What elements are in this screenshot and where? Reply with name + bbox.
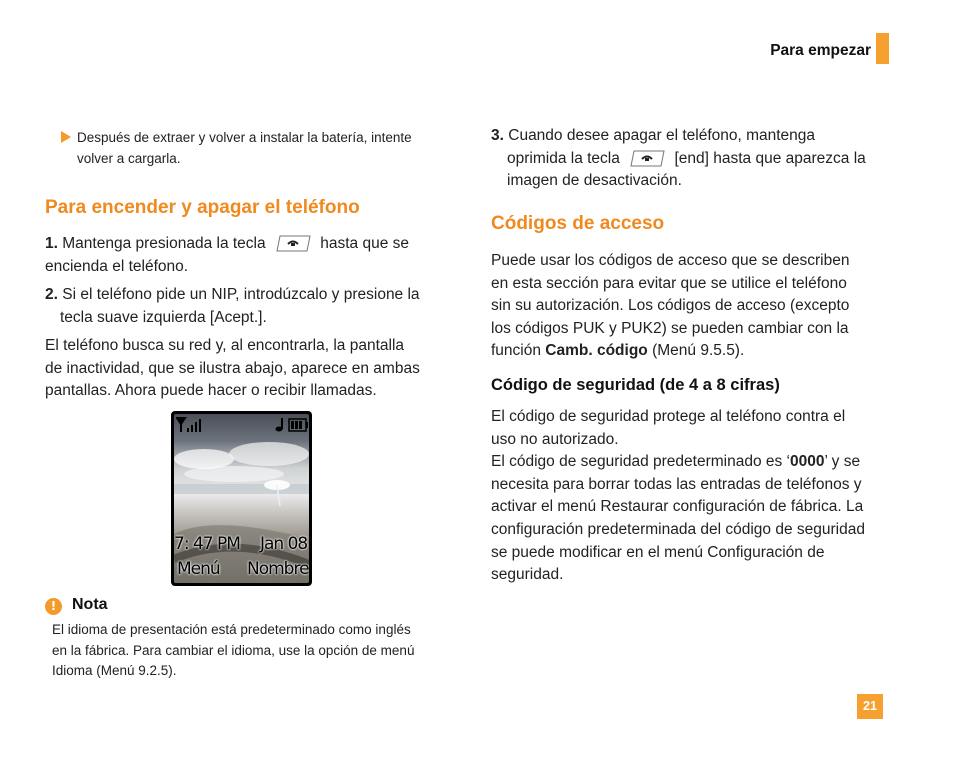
bullet-note-line: Después de extraer y volver a instalar la batería, intente [77,130,412,145]
phone-date: Jan 08 [260,534,308,554]
security-line [491,451,865,474]
security-line: El código de seguridad protege al teléfono contra el [491,408,846,425]
header-accent-bar [876,33,889,64]
note-line: en la fábrica. Para cambiar el idioma, use la opción de menú [52,642,415,658]
step-number: 3. [491,127,504,144]
note-title: Nota [72,596,108,613]
intro-line: sin su autorización. Los códigos de acceso (excepto [491,297,850,315]
step-3-line [491,125,891,148]
battery-icon [288,418,308,437]
step-3 [491,125,891,193]
security-text: ’ y se [824,453,861,471]
step-1 [45,233,445,278]
security-line: seguridad. [491,566,564,584]
step-2-line: tecla suave izquierda [Acept.]. [60,308,267,326]
security-text: El código de seguridad predeterminado es ‘ [491,453,790,471]
security-line: activar el menú Restaurar configuración de fábrica. La [491,498,864,516]
idle-screen-paragraph [45,335,420,403]
step-text: [end] hasta que aparezca la [674,149,866,167]
step-text: hasta que se [320,235,410,252]
paragraph-line: pantallas. Ahora puede hacer o recibir llamadas. [45,382,377,400]
bullet-note-line: volver a cargarla. [77,150,181,166]
intro-line [491,340,849,363]
security-line: uso no autorizado. [491,430,619,448]
intro-line: Puede usar los códigos de acceso que se describen [491,252,850,269]
step-2-line [45,284,445,307]
note-body [52,620,414,682]
security-code-paragraph [491,406,865,587]
step-1-line: encienda el teléfono. [45,257,189,275]
section-title-power: Para encender y apagar el teléfono [45,197,360,218]
page-header-title: Para empezar [770,42,871,59]
step-number: 1. [45,235,58,252]
section-title-access-codes: Códigos de acceso [491,213,665,234]
subsection-title-security-code: Código de seguridad (de 4 a 8 cifras) [491,376,780,394]
phone-soft-key-left: Menú [177,559,220,579]
note-warning-icon: ! [45,598,62,615]
default-code: 0000 [790,453,825,471]
paragraph-line: de inactividad, que se ilustra abajo, aparece en ambas [45,359,420,377]
step-1-line [45,233,445,256]
step-text: Mantenga presionada la tecla [62,235,266,252]
end-key-icon [628,150,666,168]
phone-time: 7: 47 PM [174,534,240,554]
note-line: Idioma (Menú 9.2.5). [52,663,177,678]
menu-function-name: Camb. código [545,342,648,360]
phone-screen [174,414,309,583]
step-3-line [491,148,891,171]
intro-text: (Menú 9.5.5). [652,342,745,360]
step-3-line: imagen de desactivación. [507,172,682,190]
end-key-icon [274,235,312,253]
music-note-icon [274,417,286,438]
bullet-triangle-icon [61,131,71,143]
step-text: oprimida la tecla [507,149,620,167]
intro-line: los códigos PUK y PUK2) se pueden cambiar con la [491,319,849,337]
note-line: El idioma de presentación está predeterminado como inglés [52,622,411,637]
phone-idle-screen-illustration [171,411,312,586]
step-text: Cuando desee apagar el teléfono, mantenga [508,127,816,144]
signal-strength-icon [176,417,204,438]
bullet-note [77,128,412,169]
phone-soft-key-right: Nombre [247,559,309,579]
paragraph-line: El teléfono busca su red y, al encontrarla, la pantalla [45,337,405,354]
security-line: se puede modificar en el menú Configuración de [491,543,825,561]
access-codes-intro [491,250,849,363]
step-text: Si el teléfono pide un NIP, introdúzcalo y presione la [62,286,420,303]
step-2 [45,284,445,329]
security-line: necesita para borrar todas las entradas de teléfonos y [491,475,862,493]
security-line: configuración predeterminada del código de seguridad [491,520,865,538]
intro-line: en esta sección para evitar que se utilice el teléfono [491,274,847,292]
step-number: 2. [45,286,58,303]
page-number: 21 [857,694,883,719]
intro-text: función [491,342,541,360]
